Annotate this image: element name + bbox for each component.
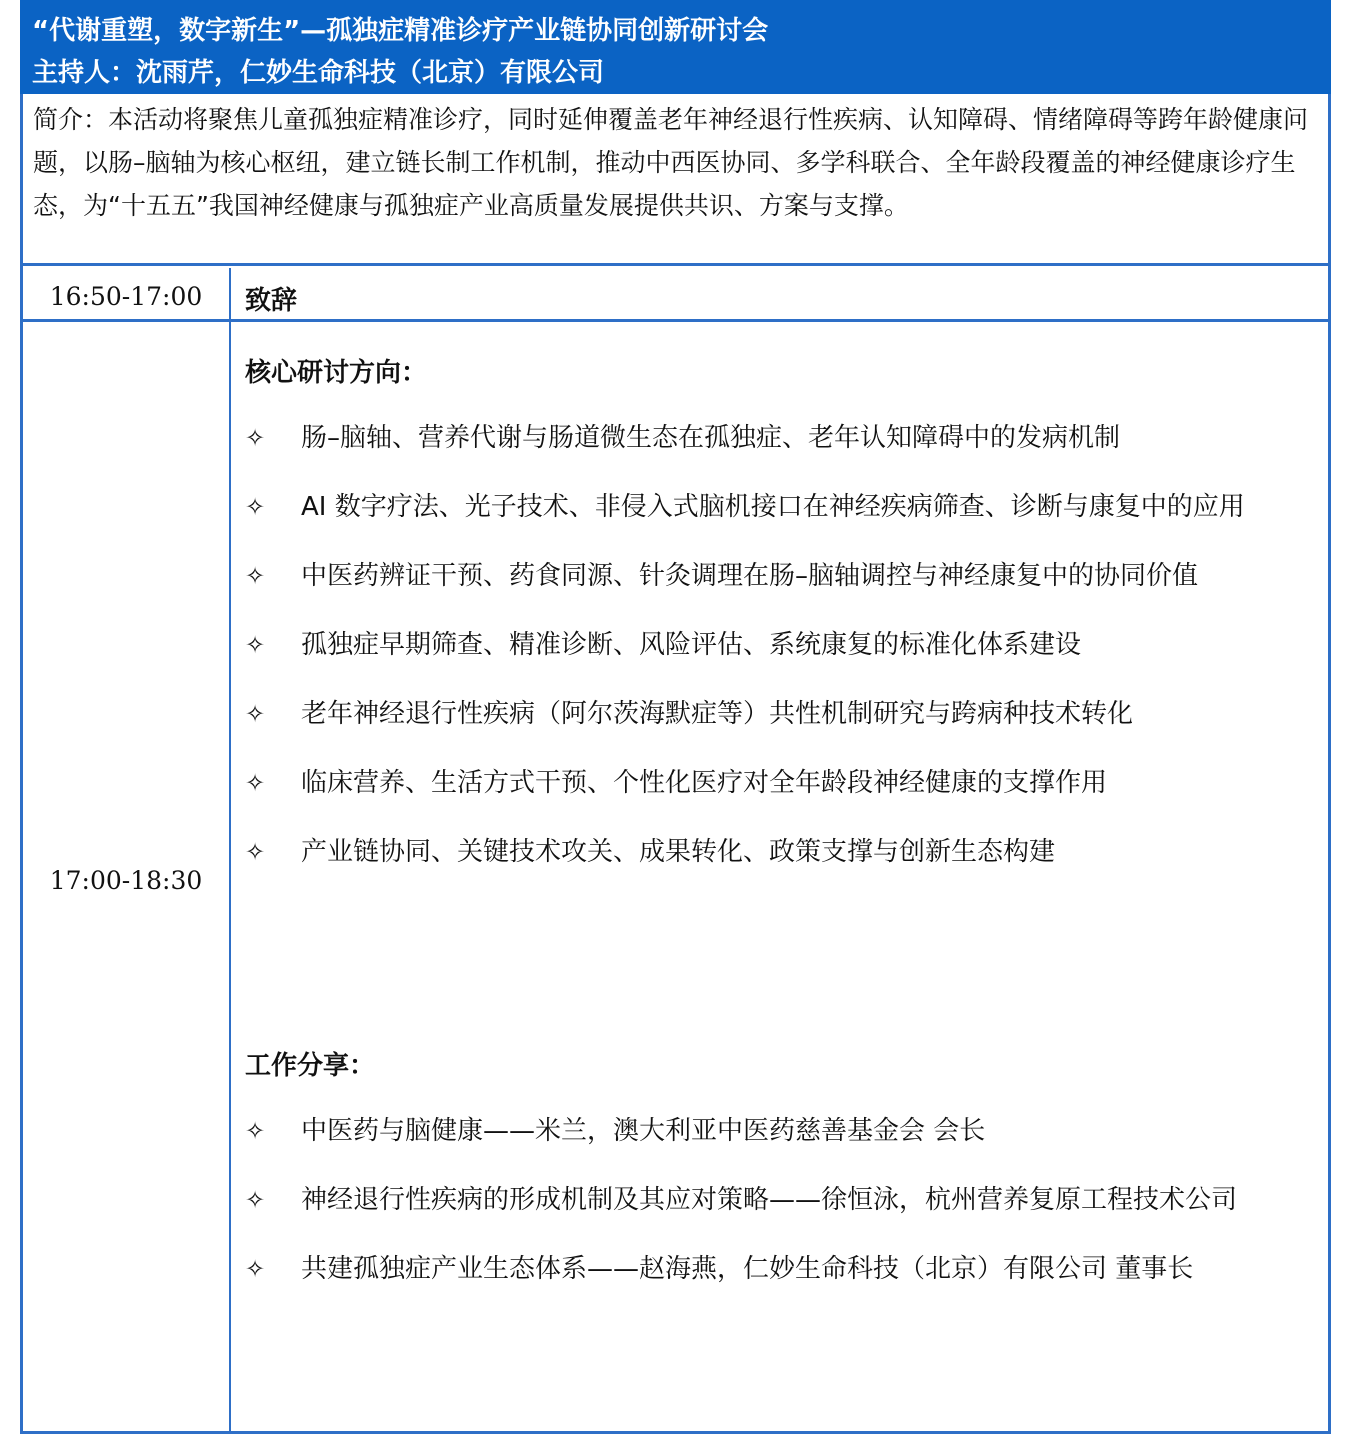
- list-item: ✧ 中医药辨证干预、药食同源、针灸调理在肠–脑轴调控与神经康复中的协同价值: [245, 542, 1320, 611]
- section-core-topics-title: 核心研讨方向：: [245, 358, 428, 388]
- core-topics-list: [245, 404, 1320, 887]
- diamond-star-icon: ✧: [245, 700, 266, 728]
- time-slot-2: 17:00-18:30: [49, 866, 203, 895]
- list-item: ✧ 产业链协同、关键技术攻关、成果转化、政策支撑与创新生态构建: [245, 818, 1320, 887]
- diamond-star-icon: ✧: [245, 562, 266, 590]
- table-header: [20, 0, 1331, 94]
- work-sharing-list: [245, 1097, 1320, 1304]
- list-item: ✧ 孤独症早期筛查、精准诊断、风险评估、系统康复的标准化体系建设: [245, 611, 1320, 680]
- list-item: ✧ 老年神经退行性疾病（阿尔茨海默症等）共性机制研究与跨病种技术转化: [245, 680, 1320, 749]
- intro-text: 简介：本活动将聚焦儿童孤独症精准诊疗，同时延伸覆盖老年神经退行性疾病、认知障碍、情绪障碍等跨年龄健康问题，以肠–脑轴为核心枢纽，建立链长制工作机制，推动中西医协同、多学科联合、全年龄段覆盖的神经健康诊疗生态，为“十五五”我国神经健康与孤独症产业高质量发展提供共识、方案与支撑。: [23, 94, 1328, 266]
- section-work-sharing-title: 工作分享：: [245, 1051, 376, 1081]
- host-line: 主持人：沈雨芹，仁妙生命科技（北京）有限公司: [32, 58, 605, 88]
- list-item: ✧ 肠–脑轴、营养代谢与肠道微生态在孤独症、老年认知障碍中的发病机制: [245, 404, 1320, 473]
- list-item: ✧ 神经退行性疾病的形成机制及其应对策略——徐恒泳，杭州营养复原工程技术公司: [245, 1166, 1320, 1235]
- diamond-star-icon: ✧: [245, 424, 266, 452]
- diamond-star-icon: ✧: [245, 838, 266, 866]
- diamond-star-icon: ✧: [245, 631, 266, 659]
- list-item: ✧ 临床营养、生活方式干预、个性化医疗对全年龄段神经健康的支撑作用: [245, 749, 1320, 818]
- diamond-star-icon: ✧: [245, 1255, 266, 1283]
- diamond-star-icon: ✧: [245, 1186, 266, 1214]
- list-item: ✧ AI 数字疗法、光子技术、非侵入式脑机接口在神经疾病筛查、诊断与康复中的应用: [245, 473, 1320, 542]
- diamond-star-icon: ✧: [245, 493, 266, 521]
- time-slot-1: 16:50-17:00: [49, 282, 203, 311]
- column-divider: [229, 268, 231, 1434]
- list-item: ✧ 中医药与脑健康——米兰，澳大利亚中医药慈善基金会 会长: [245, 1097, 1320, 1166]
- list-item: ✧ 共建孤独症产业生态体系——赵海燕，仁妙生命科技（北京）有限公司 董事长: [245, 1235, 1320, 1304]
- welcome-speech-title: 致辞: [245, 286, 298, 316]
- diamond-star-icon: ✧: [245, 1117, 266, 1145]
- diamond-star-icon: ✧: [245, 769, 266, 797]
- event-title: “代谢重塑，数字新生”—孤独症精准诊疗产业链协同创新研讨会: [32, 16, 769, 46]
